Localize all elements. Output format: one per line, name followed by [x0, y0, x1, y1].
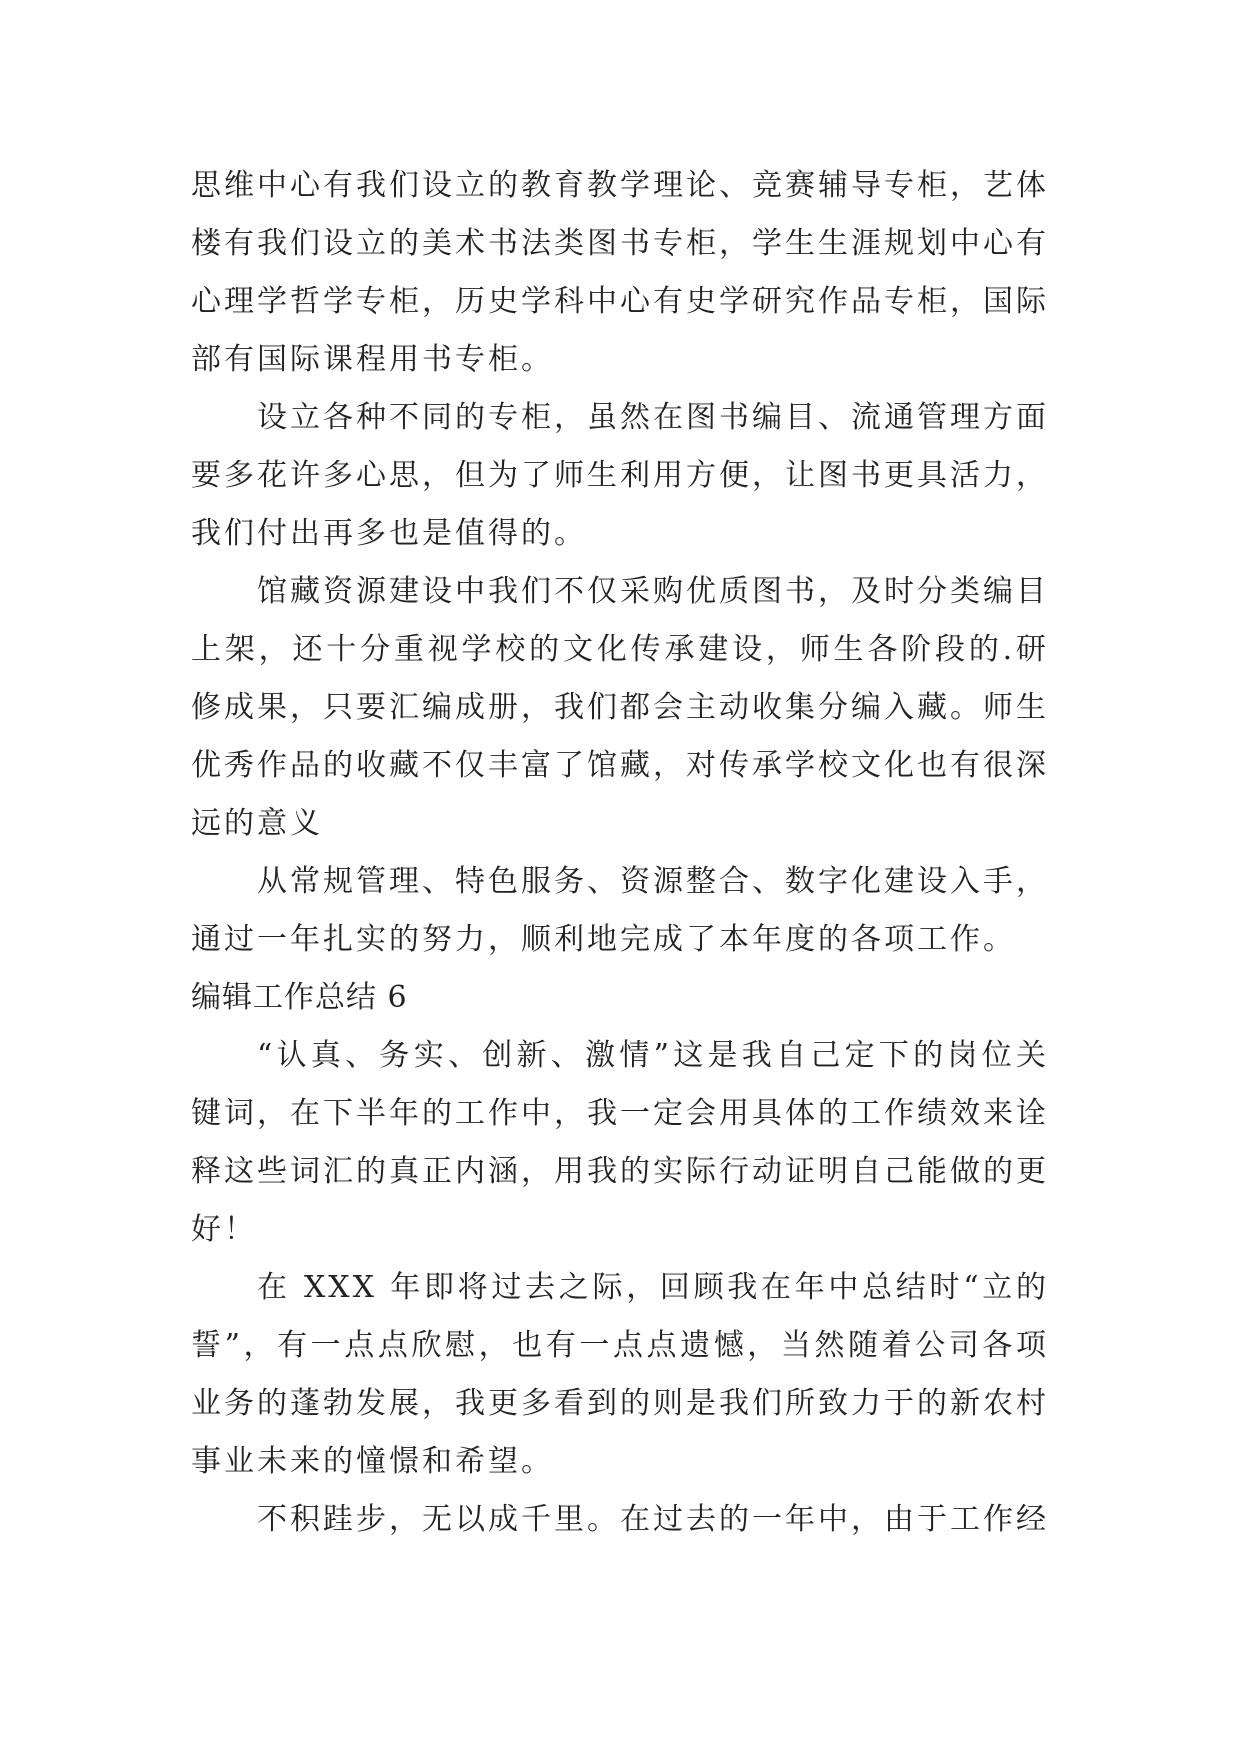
- paragraph-3: 馆藏资源建设中我们不仅采购优质图书，及时分类编目上架，还十分重视学校的文化传承建设，师生各阶段的.研修成果，只要汇编成册，我们都会主动收集分编入藏。师生优秀作品的收藏不仅丰富了馆藏，对传承学校文化也有很深远的意义: [191, 574, 1049, 841]
- paragraph-4: 从常规管理、特色服务、资源整合、数字化建设入手，通过一年扎实的努力，顺利地完成了本年度的各项工作。: [191, 864, 1049, 957]
- paragraph-5: “认真、务实、创新、激情”这是我自己定下的岗位关键词，在下半年的工作中，我一定会用具体的工作绩效来诠释这些词汇的真正内涵，用我的实际行动证明自己能做的更好！: [191, 1038, 1049, 1247]
- paragraph-7: 不积跬步，无以成千里。在过去的一年中，由于工作经: [257, 1502, 1049, 1537]
- paragraph-2: 设立各种不同的专柜，虽然在图书编目、流通管理方面要多花许多心思，但为了师生利用方便，让图书更具活力，我们付出再多也是值得的。: [191, 400, 1049, 551]
- document-body: [191, 157, 1049, 1549]
- section-heading: 编辑工作总结 6: [191, 980, 408, 1015]
- paragraph-1: 思维中心有我们设立的教育教学理论、竞赛辅导专柜，艺体楼有我们设立的美术书法类图书专柜，学生生涯规划中心有心理学哲学专柜，历史学科中心有史学研究作品专柜，国际部有国际课程用书专柜。: [191, 168, 1049, 377]
- paragraph-6: 在 XXX 年即将过去之际，回顾我在年中总结时“立的誓”，有一点点欣慰，也有一点点遗憾，当然随着公司各项业务的蓬勃发展，我更多看到的则是我们所致力于的新农村事业未来的憧憬和希望。: [191, 1270, 1049, 1479]
